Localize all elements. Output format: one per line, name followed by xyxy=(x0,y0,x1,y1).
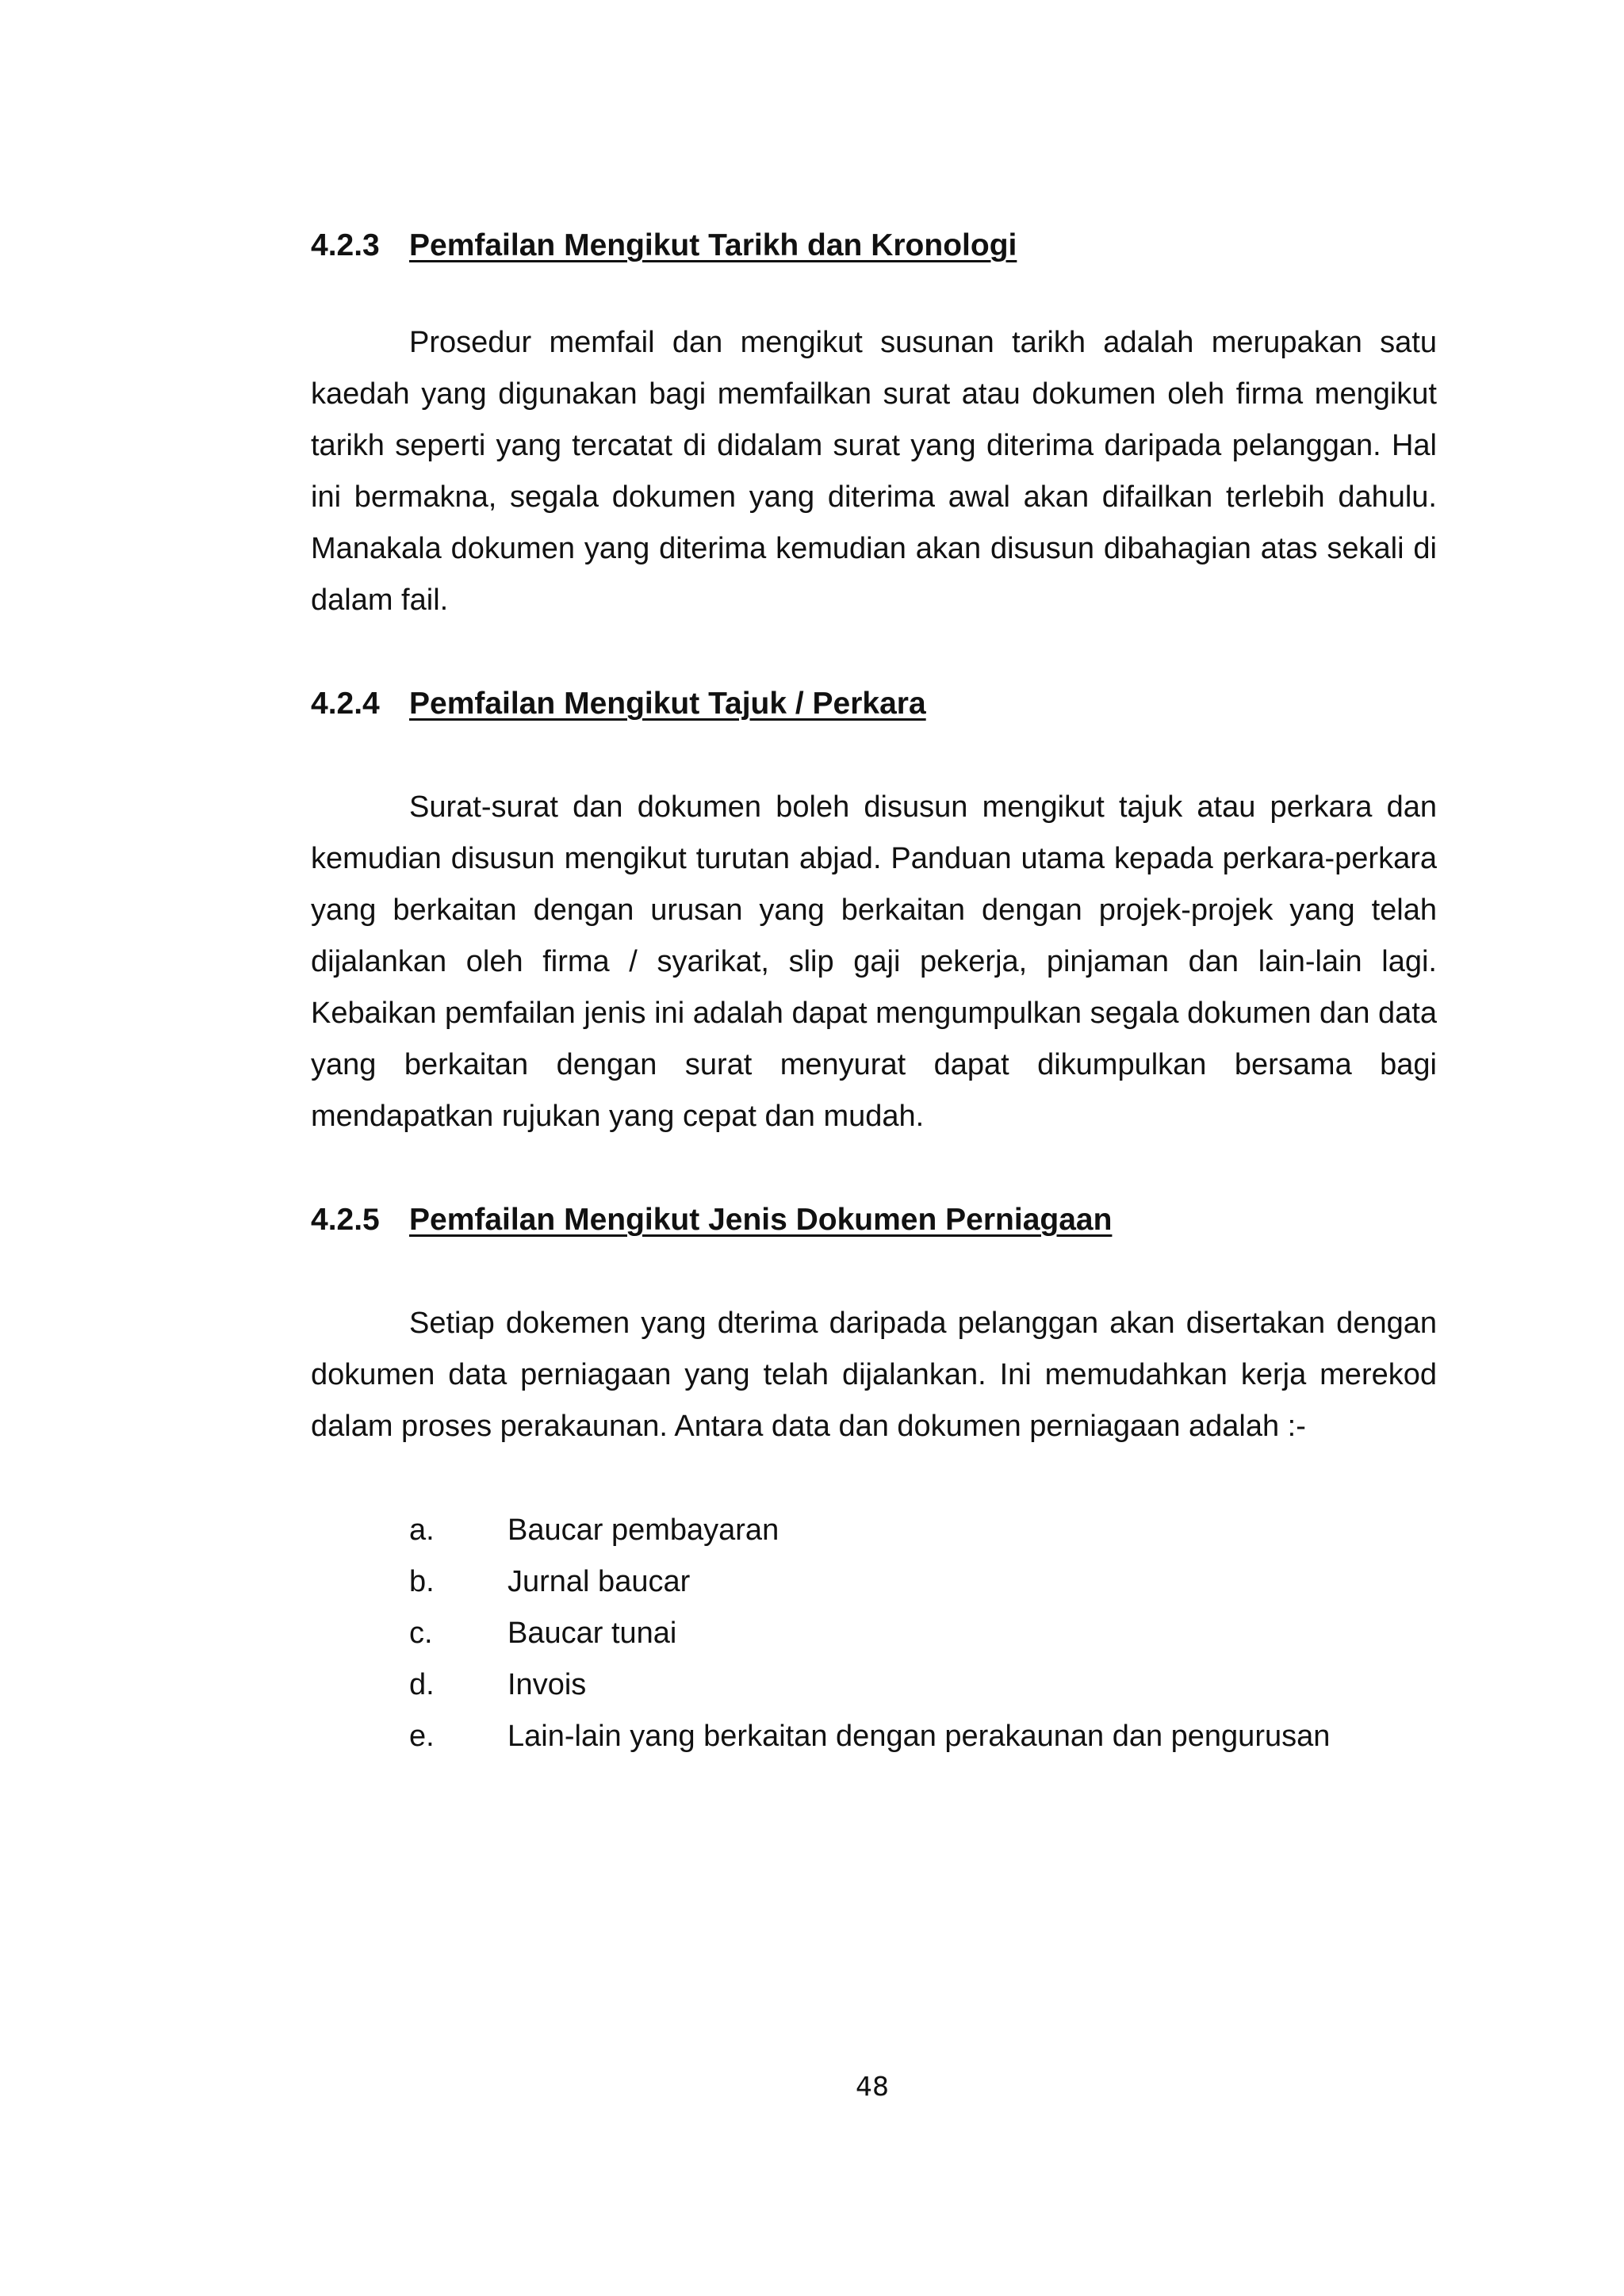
section-heading-4-2-5 xyxy=(311,1195,1437,1246)
list-marker: b. xyxy=(409,1565,435,1598)
section-paragraph-4-2-4: Surat-surat dan dokumen boleh disusun mengikut tajuk atau perkara dan kemudian disusun mengikut turutan abjad. Panduan utama kepada perkara-perkara yang berkaitan dengan urusan yang berkaitan dengan projek-projek yang telah dijalankan oleh firma / syarikat, slip gaji pekerja, pinjaman dan lain-lain lagi. Kebaikan pemfailan jenis ini adalah dapat mengumpulkan segala dokumen dan data yang berkaitan dengan surat menyurat dapat dikumpulkan bersama bagi mendapatkan rujukan yang cepat dan mudah. xyxy=(311,790,1437,1133)
section-title: Pemfailan Mengikut Jenis Dokumen Perniagaan xyxy=(409,1203,1113,1237)
section-paragraph-4-2-3: Prosedur memfail dan mengikut susunan tarikh adalah merupakan satu kaedah yang digunakan bagi memfailkan surat atau dokumen oleh firma mengikut tarikh seperti yang tercatat di didalam surat yang diterima daripada pelanggan. Hal ini bermakna, segala dokumen yang diterima awal akan difailkan terlebih dahulu. Manakala dokumen yang diterima kemudian akan disusun dibahagian atas sekali di dalam fail. xyxy=(311,326,1437,617)
list-item-text: Invois xyxy=(508,1668,587,1701)
list-marker: a. xyxy=(409,1513,435,1547)
list-item-text: Jurnal baucar xyxy=(508,1565,691,1598)
section-number: 4.2.3 xyxy=(311,228,380,262)
section-paragraph-4-2-5: Setiap dokemen yang dterima daripada pelanggan akan disertakan dengan dokumen data perniagaan yang telah dijalankan. Ini memudahkan kerja merekod dalam proses perakaunan. Antara data dan dokumen perniagaan adalah :- xyxy=(311,1307,1437,1443)
list-marker: e. xyxy=(409,1720,435,1753)
list-item-text: Baucar tunai xyxy=(508,1617,677,1650)
list-item xyxy=(311,1659,1437,1711)
list-item xyxy=(311,1505,1437,1556)
section-title: Pemfailan Mengikut Tajuk / Perkara xyxy=(409,687,926,721)
section-heading-4-2-4 xyxy=(311,679,1437,729)
section-title: Pemfailan Mengikut Tarikh dan Kronologi xyxy=(409,228,1017,262)
section-number: 4.2.5 xyxy=(311,1203,380,1237)
list-marker: c. xyxy=(409,1617,433,1650)
list-item-text: Lain-lain yang berkaitan dengan perakaunan dan pengurusan xyxy=(508,1720,1331,1753)
section-number: 4.2.4 xyxy=(311,687,380,721)
list-item xyxy=(311,1608,1437,1659)
section-heading-4-2-3 xyxy=(311,220,1437,271)
page-number: 48 xyxy=(856,2071,889,2102)
list-marker: d. xyxy=(409,1668,435,1701)
list-item-text: Baucar pembayaran xyxy=(508,1513,779,1547)
page-content xyxy=(311,220,1437,1762)
list-item xyxy=(311,1556,1437,1608)
list-item xyxy=(311,1711,1437,1762)
business-documents-list xyxy=(311,1505,1437,1762)
